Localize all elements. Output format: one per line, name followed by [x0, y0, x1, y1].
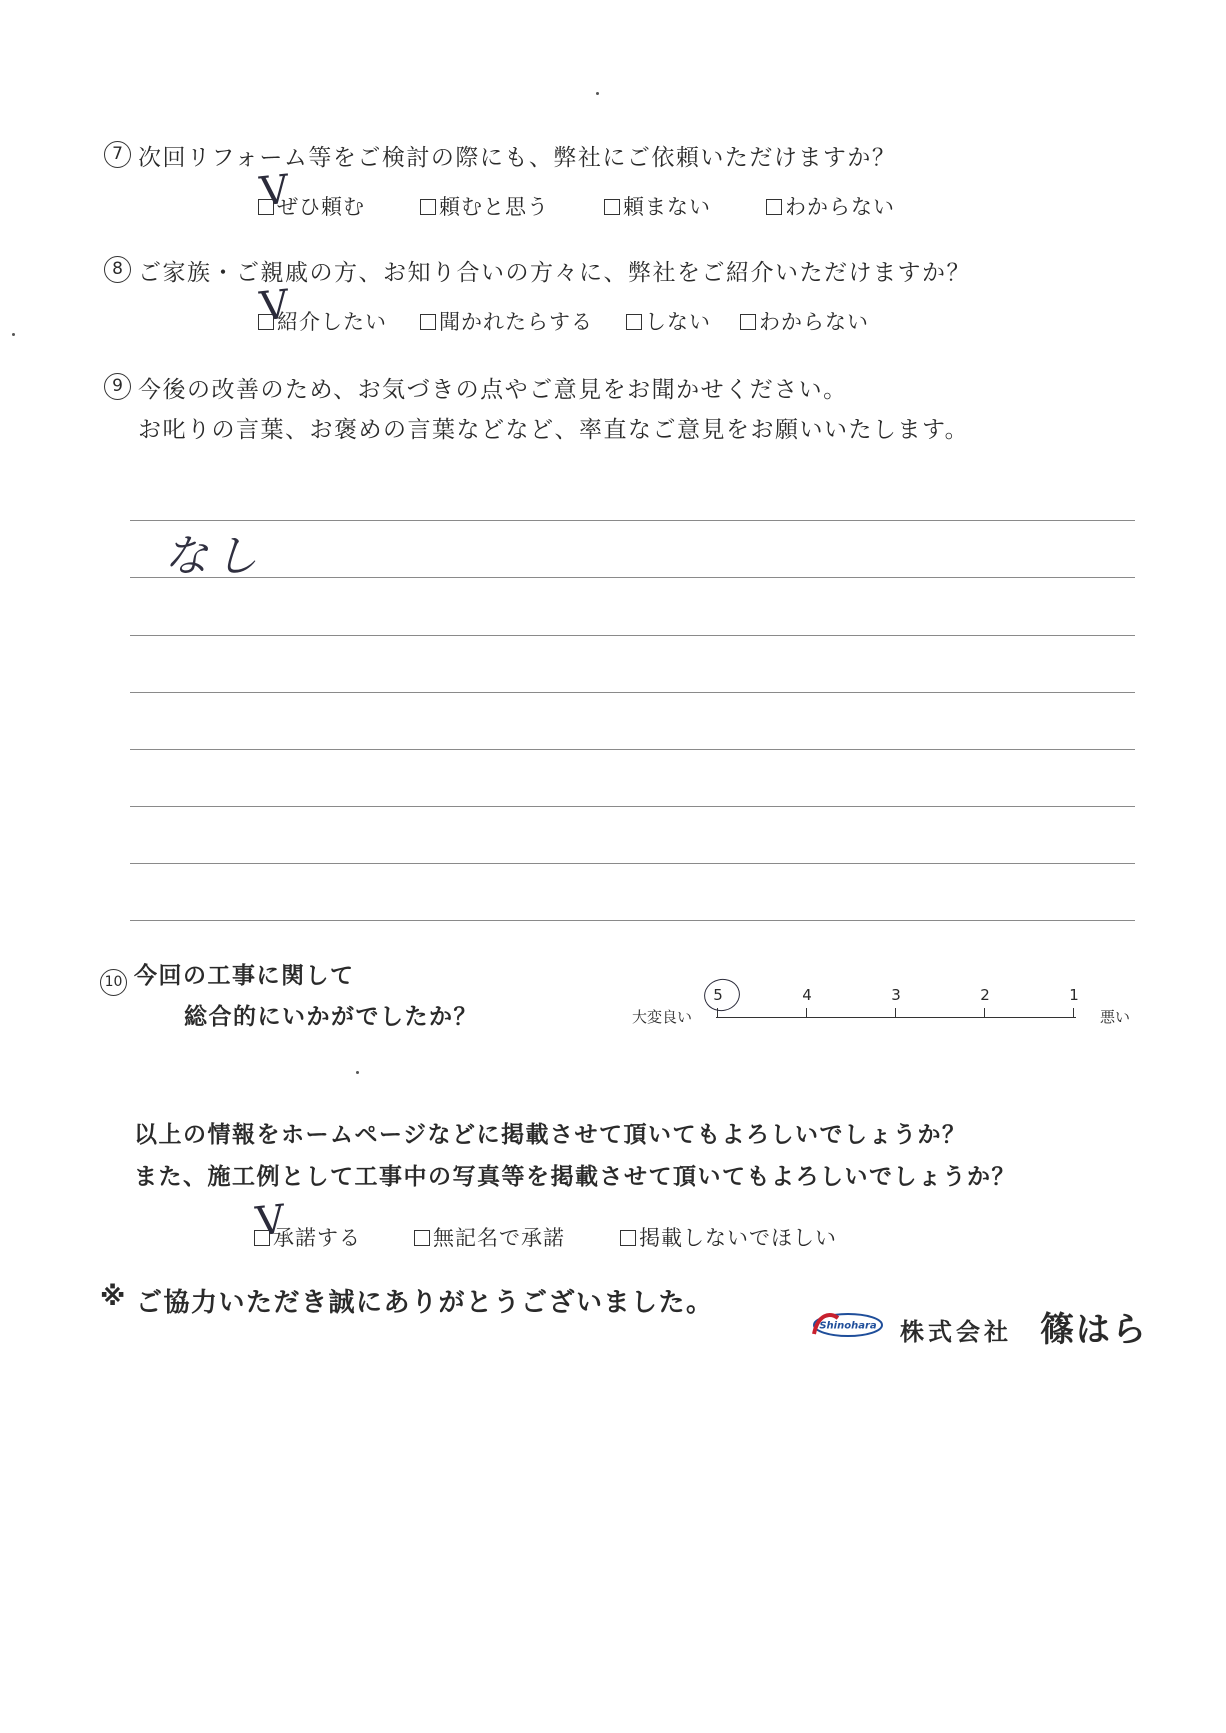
- selected-rating-circle: [701, 976, 743, 1015]
- question-8-number: 8: [104, 256, 131, 283]
- question-10-text-line1: 今回の工事に関して: [134, 963, 355, 989]
- answer-line: [130, 863, 1135, 864]
- answer-line: [130, 920, 1135, 921]
- scan-speck: [12, 333, 15, 336]
- publish-option-2[interactable]: 無記名で承諾: [414, 1222, 565, 1252]
- scale-tick-label[interactable]: 5: [713, 986, 723, 1004]
- question-7-number: 7: [104, 141, 131, 168]
- checkbox[interactable]: [740, 314, 756, 330]
- question-9-text-line1: 今後の改善のため、お気づきの点やご意見をお聞かせください。: [138, 377, 848, 403]
- question-9-text-line2: お叱りの言葉、お褒めの言葉などなど、率直なご意見をお願いいたします。: [138, 417, 970, 443]
- publish-option-3[interactable]: 掲載しないでほしい: [620, 1222, 837, 1252]
- scale-tick-label[interactable]: 2: [980, 986, 990, 1004]
- scale-left-label: 大変良い: [632, 1008, 693, 1026]
- q7-option-2[interactable]: 頼むと思う: [420, 191, 549, 221]
- q7-option-4[interactable]: わからない: [766, 191, 895, 221]
- handwritten-checkmark: V: [257, 166, 292, 216]
- q8-option-4[interactable]: わからない: [740, 306, 869, 336]
- rating-scale-line: [716, 1017, 1076, 1018]
- q7-option-3[interactable]: 頼まない: [604, 191, 711, 221]
- publish-option-1[interactable]: 承諾する: [254, 1222, 361, 1252]
- scale-tick: [806, 1008, 807, 1017]
- question-9-number: 9: [104, 373, 131, 400]
- scale-tick-label[interactable]: 1: [1069, 986, 1079, 1004]
- checkbox[interactable]: [420, 199, 436, 215]
- handwritten-checkmark: V: [257, 281, 292, 331]
- answer-line: [130, 577, 1135, 578]
- checkbox[interactable]: [604, 199, 620, 215]
- scale-tick-label[interactable]: 4: [802, 986, 812, 1004]
- checkbox[interactable]: [620, 1230, 636, 1246]
- question-7-text: 次回リフォーム等をご検討の際にも、弊社にご依頼いただけますか？: [138, 145, 897, 171]
- publish-question-line2: また、施工例として工事中の写真等を掲載させて頂いてもよろしいでしょうか？: [134, 1164, 1016, 1190]
- checkbox[interactable]: [420, 314, 436, 330]
- scan-speck: [596, 92, 599, 95]
- checkbox[interactable]: [626, 314, 642, 330]
- company-name: 篠はら: [1040, 1310, 1148, 1350]
- answer-line: [130, 806, 1135, 807]
- q7-option-1[interactable]: ぜひ頼む: [258, 191, 365, 221]
- q8-option-1[interactable]: 紹介したい: [258, 306, 387, 336]
- q8-option-2[interactable]: 聞かれたらする: [420, 306, 593, 336]
- shinohara-logo-icon: [808, 1310, 884, 1340]
- scale-tick: [1073, 1008, 1074, 1017]
- question-10-number: 10: [100, 969, 127, 996]
- scale-tick-label[interactable]: 3: [891, 986, 901, 1004]
- handwritten-answer[interactable]: なし: [164, 531, 264, 582]
- scale-right-label: 悪い: [1100, 1008, 1131, 1026]
- scan-speck: [356, 1071, 359, 1074]
- closing-message: ご協力いただき誠にありがとうございました。: [136, 1288, 714, 1318]
- checkbox[interactable]: [766, 199, 782, 215]
- scale-tick: [895, 1008, 896, 1017]
- q8-option-3[interactable]: しない: [626, 306, 711, 336]
- answer-line: [130, 692, 1135, 693]
- question-10-text-line2: 総合的にいかがでしたか？: [184, 1004, 478, 1030]
- question-8-text: ご家族・ご親戚の方、お知り合いの方々に、弊社をご紹介いただけますか？: [138, 260, 971, 286]
- answer-line: [130, 635, 1135, 636]
- publish-question-line1: 以上の情報をホームページなどに掲載させて頂いてもよろしいでしょうか？: [134, 1122, 967, 1148]
- svg-text:Shinohara: Shinohara: [819, 1320, 877, 1332]
- answer-line: [130, 520, 1135, 521]
- answer-line: [130, 749, 1135, 750]
- scale-tick: [984, 1008, 985, 1017]
- handwritten-checkmark: V: [253, 1196, 288, 1246]
- closing-mark: ※: [100, 1282, 127, 1312]
- company-prefix: 株式会社: [900, 1317, 1012, 1346]
- checkbox[interactable]: [414, 1230, 430, 1246]
